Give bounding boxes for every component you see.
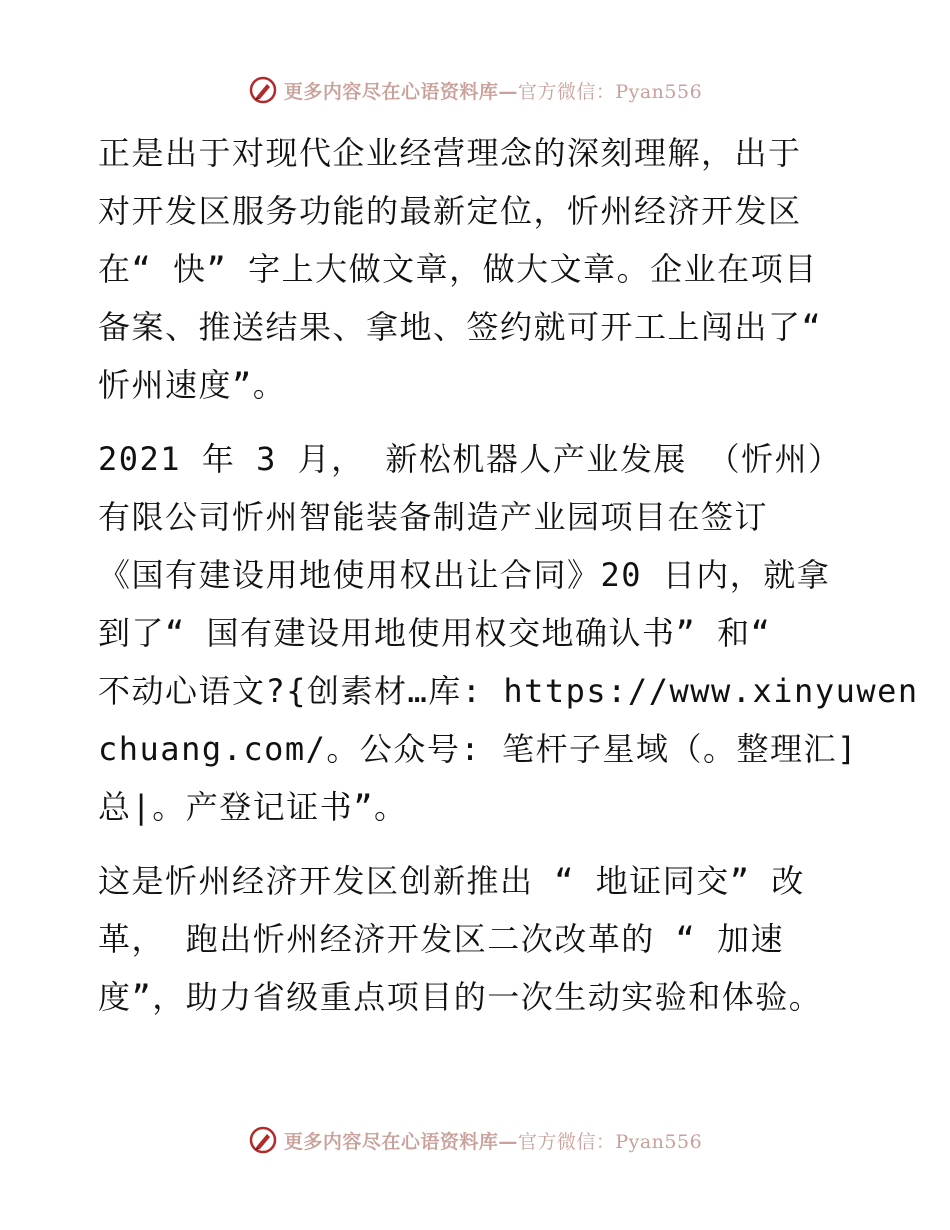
text-line: 到了“ 国有建设用地使用权交地确认书” 和“ xyxy=(98,614,772,652)
text-line: 度”，助力省级重点项目的一次生动实验和体验。 xyxy=(98,978,823,1016)
text-line: 《国有建设用地使用权出让合同》20 日内，就拿 xyxy=(98,556,831,594)
paragraph-3 xyxy=(98,852,858,1026)
paragraph-2 xyxy=(98,430,919,836)
header-banner-text xyxy=(284,77,702,104)
text-line: chuang.com/。公众号: 笔杆子星域（。整理汇] xyxy=(98,730,858,768)
text-line: 有限公司忻州智能装备制造产业园项目在签订 xyxy=(98,498,769,536)
text-line: 正是出于对现代企业经营理念的深刻理解，出于 xyxy=(98,134,802,172)
header-banner-wechat: 官方微信：Pyan556 xyxy=(517,80,703,103)
header-banner xyxy=(0,72,950,108)
text-line: 革， 跑出忻州经济开发区二次改革的 “ 加速 xyxy=(98,920,785,958)
text-line: 这是忻州经济开发区创新推出 “ 地证同交” 改 xyxy=(98,862,805,900)
pen-logo-icon xyxy=(248,1125,278,1155)
footer-banner-wechat: 官方微信：Pyan556 xyxy=(517,1130,703,1153)
text-line: 对开发区服务功能的最新定位，忻州经济开发区 xyxy=(98,192,802,230)
footer-banner-main: 更多内容尽在心语资料库 xyxy=(283,1130,499,1153)
footer-banner xyxy=(0,1122,950,1158)
text-line: 在“ 快” 字上大做文章，做大文章。企业在项目 xyxy=(98,250,818,288)
footer-banner-separator: — xyxy=(498,1130,518,1153)
text-line: 总|。产登记证书”。 xyxy=(98,788,408,826)
text-line: 2021 年 3 月， 新松机器人产业发展 （忻州） xyxy=(98,440,842,478)
pen-logo-icon xyxy=(248,75,278,105)
footer-banner-text xyxy=(284,1127,702,1154)
text-line: 不动心语文?{创素材…库: https://www.xinyuwen xyxy=(98,672,919,710)
text-line: 忻州速度”。 xyxy=(98,366,287,404)
header-banner-separator: — xyxy=(498,80,518,103)
document-body xyxy=(98,124,919,1042)
text-line: 备案、推送结果、拿地、签约就可开工上闯出了“ xyxy=(98,308,823,346)
paragraph-1 xyxy=(98,124,858,414)
header-banner-main: 更多内容尽在心语资料库 xyxy=(283,80,499,103)
